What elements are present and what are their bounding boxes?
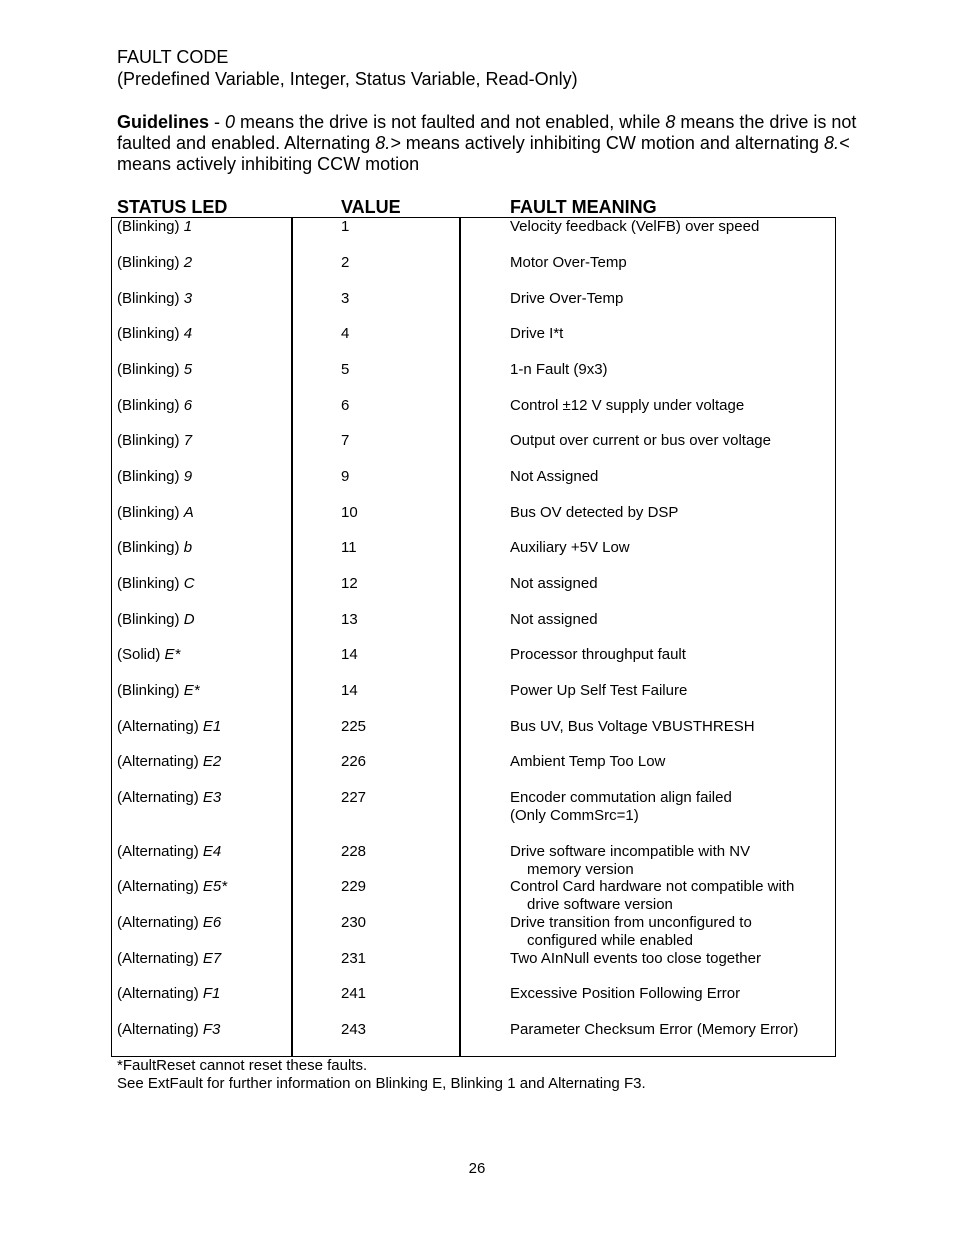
value-cell: 14 <box>341 682 358 699</box>
status-led-code: D <box>183 611 195 628</box>
fault-meaning-text: Output over current or bus over voltage <box>510 432 771 449</box>
fault-meaning-cell <box>510 950 830 968</box>
status-led-code: A <box>183 504 194 521</box>
fault-meaning-text: Encoder commutation align failed <box>510 789 732 806</box>
fault-meaning-cell <box>510 361 830 379</box>
status-led-mode: (Blinking) <box>117 539 184 556</box>
status-led-cell <box>117 843 221 861</box>
fault-meaning-cell <box>510 611 830 629</box>
status-led-code: F3 <box>202 1021 221 1038</box>
footnote <box>117 1057 646 1093</box>
fault-meaning-text: Excessive Position Following Error <box>510 985 741 1002</box>
fault-meaning-cell <box>510 504 830 522</box>
status-led-cell <box>117 1021 220 1039</box>
status-led-code: 6 <box>183 397 193 414</box>
guidelines-text: means the drive is not faulted and enabled. Alternating <box>117 112 857 153</box>
guidelines-italic: 0 <box>225 112 236 132</box>
fault-meaning-text: Processor throughput fault <box>510 646 686 663</box>
fault-meaning-text: Not Assigned <box>510 468 599 485</box>
status-led-cell <box>117 325 192 343</box>
guidelines-paragraph <box>117 112 892 175</box>
value-cell: 3 <box>341 290 350 307</box>
document-title <box>117 46 578 90</box>
value-cell: 226 <box>341 753 367 770</box>
fault-meaning-text: Ambient Temp Too Low <box>510 753 666 770</box>
status-led-cell <box>117 914 221 932</box>
fault-meaning-cell <box>510 575 830 593</box>
status-led-mode: (Blinking) <box>117 397 184 414</box>
value-cell: 12 <box>341 575 358 592</box>
status-led-code: E* <box>164 646 181 663</box>
status-led-code: E4 <box>202 843 222 860</box>
guidelines-italic: 8 <box>665 112 676 132</box>
status-led-mode: (Blinking) <box>117 468 184 485</box>
status-led-mode: (Alternating) <box>117 914 203 931</box>
value-cell: 4 <box>341 325 350 342</box>
fault-meaning-text: Not assigned <box>510 575 598 592</box>
fault-meaning-text: Drive I*t <box>510 325 564 342</box>
fault-meaning-cell <box>510 682 830 700</box>
fault-meaning-cell <box>510 843 830 879</box>
status-led-code: 9 <box>183 468 193 485</box>
fault-meaning-cell <box>510 290 830 308</box>
fault-meaning-cell <box>510 397 830 415</box>
value-cell: 11 <box>341 539 357 556</box>
value-cell: 225 <box>341 718 367 735</box>
status-led-code: 1 <box>183 218 193 235</box>
status-led-cell <box>117 575 195 593</box>
fault-meaning-cell <box>510 218 830 236</box>
status-led-mode: (Alternating) <box>117 950 203 967</box>
fault-meaning-cell <box>510 789 830 825</box>
fault-meaning-cell <box>510 254 830 272</box>
status-led-cell <box>117 361 192 379</box>
status-led-cell <box>117 985 220 1003</box>
column-divider <box>291 217 293 1057</box>
fault-meaning-text: Parameter Checksum Error (Memory Error) <box>510 1021 799 1038</box>
fault-meaning-text: Auxiliary +5V Low <box>510 539 630 556</box>
footnote-line: See ExtFault for further information on Blinking E, Blinking 1 and Alternating F3. <box>117 1075 646 1092</box>
status-led-mode: (Alternating) <box>117 1021 203 1038</box>
value-cell: 1 <box>341 218 350 235</box>
status-led-code: E2 <box>202 753 222 770</box>
value-cell: 229 <box>341 878 367 895</box>
fault-meaning-cell <box>510 914 830 950</box>
fault-meaning-cell <box>510 878 830 914</box>
status-led-mode: (Blinking) <box>117 611 184 628</box>
status-led-mode: (Blinking) <box>117 682 184 699</box>
value-cell: 228 <box>341 843 367 860</box>
fault-meaning-text: Bus UV, Bus Voltage VBUSTHRESH <box>510 718 755 735</box>
status-led-code: 5 <box>183 361 193 378</box>
status-led-code: E* <box>183 682 200 699</box>
status-led-cell <box>117 950 221 968</box>
status-led-cell <box>117 397 192 415</box>
guidelines-text: means the drive is not faulted and not enabled, while <box>235 112 666 132</box>
fault-meaning-continuation: configured while enabled <box>527 932 693 949</box>
fault-meaning-continuation: drive software version <box>527 896 673 913</box>
fault-meaning-cell <box>510 753 830 771</box>
footnote-line: *FaultReset cannot reset these faults. <box>117 1057 368 1074</box>
status-led-code: 4 <box>183 325 193 342</box>
guidelines-italic: 8.> <box>375 133 401 153</box>
value-cell: 13 <box>341 611 358 628</box>
fault-meaning-text: Drive Over-Temp <box>510 290 624 307</box>
fault-meaning-text: Bus OV detected by DSP <box>510 504 679 521</box>
fault-meaning-continuation: (Only CommSrc=1) <box>510 807 639 824</box>
value-cell: 243 <box>341 1021 367 1038</box>
status-led-mode: (Blinking) <box>117 218 184 235</box>
status-led-code: E1 <box>202 718 222 735</box>
status-led-cell <box>117 290 192 308</box>
status-led-cell <box>117 254 192 272</box>
fault-meaning-cell <box>510 539 830 557</box>
value-cell: 2 <box>341 254 350 271</box>
status-led-cell <box>117 468 192 486</box>
value-cell: 6 <box>341 397 350 414</box>
fault-meaning-text: Not assigned <box>510 611 598 628</box>
fault-meaning-text: Velocity feedback (VelFB) over speed <box>510 218 760 235</box>
fault-meaning-text: Control ±12 V supply under voltage <box>510 397 745 414</box>
status-led-code: 2 <box>183 254 193 271</box>
value-cell: 231 <box>341 950 367 967</box>
fault-meaning-text: Drive transition from unconfigured to <box>510 914 752 931</box>
status-led-cell <box>117 432 192 450</box>
status-led-cell <box>117 504 194 522</box>
column-divider <box>459 217 461 1057</box>
status-led-code: b <box>183 539 193 556</box>
status-led-code: E5* <box>202 878 228 895</box>
guidelines-text: means actively inhibiting CW motion and alternating <box>400 133 824 153</box>
fault-meaning-cell <box>510 1021 830 1039</box>
fault-meaning-cell <box>510 718 830 736</box>
value-cell: 230 <box>341 914 367 931</box>
header-fault-meaning: FAULT MEANING <box>510 197 657 217</box>
header-status-led: STATUS LED <box>117 197 228 217</box>
status-led-mode: (Blinking) <box>117 290 184 307</box>
status-led-mode: (Solid) <box>117 646 165 663</box>
fault-meaning-text: Power Up Self Test Failure <box>510 682 688 699</box>
title-subtitle: (Predefined Variable, Integer, Status Variable, Read-Only) <box>117 69 578 89</box>
status-led-mode: (Blinking) <box>117 254 184 271</box>
status-led-mode: (Alternating) <box>117 753 203 770</box>
fault-meaning-text: Control Card hardware not compatible with <box>510 878 795 895</box>
fault-meaning-cell <box>510 985 830 1003</box>
value-cell: 5 <box>341 361 350 378</box>
status-led-cell <box>117 718 221 736</box>
status-led-cell <box>117 682 200 700</box>
status-led-mode: (Alternating) <box>117 718 203 735</box>
status-led-cell <box>117 218 192 236</box>
status-led-cell <box>117 611 195 629</box>
value-cell: 227 <box>341 789 367 806</box>
value-cell: 10 <box>341 504 358 521</box>
fault-meaning-text: Motor Over-Temp <box>510 254 627 271</box>
status-led-mode: (Alternating) <box>117 789 203 806</box>
status-led-cell <box>117 646 180 664</box>
status-led-cell <box>117 539 192 557</box>
guidelines-text: - <box>209 112 226 132</box>
value-cell: 9 <box>341 468 350 485</box>
status-led-mode: (Alternating) <box>117 843 203 860</box>
status-led-code: 7 <box>183 432 193 449</box>
value-cell: 7 <box>341 432 350 449</box>
status-led-cell <box>117 878 227 896</box>
fault-meaning-text: Drive software incompatible with NV <box>510 843 751 860</box>
status-led-cell <box>117 753 221 771</box>
status-led-cell <box>117 789 221 807</box>
header-value: VALUE <box>341 197 401 217</box>
status-led-mode: (Alternating) <box>117 985 203 1002</box>
status-led-mode: (Blinking) <box>117 504 184 521</box>
title-line: FAULT CODE <box>117 47 229 67</box>
fault-meaning-text: 1-n Fault (9x3) <box>510 361 608 378</box>
status-led-mode: (Blinking) <box>117 361 184 378</box>
guidelines-text: means actively inhibiting CCW motion <box>117 154 420 174</box>
status-led-mode: (Blinking) <box>117 325 184 342</box>
status-led-mode: (Blinking) <box>117 575 184 592</box>
value-cell: 241 <box>341 985 367 1002</box>
status-led-mode: (Alternating) <box>117 878 203 895</box>
status-led-code: E7 <box>202 950 222 967</box>
fault-meaning-continuation: memory version <box>527 861 634 878</box>
fault-meaning-cell <box>510 468 830 486</box>
status-led-code: 3 <box>183 290 193 307</box>
status-led-code: F1 <box>202 985 221 1002</box>
value-cell: 14 <box>341 646 358 663</box>
fault-meaning-cell <box>510 325 830 343</box>
status-led-mode: (Blinking) <box>117 432 184 449</box>
fault-meaning-text: Two AInNull events too close together <box>510 950 761 967</box>
guidelines-italic: 8.< <box>823 133 850 153</box>
fault-meaning-cell <box>510 432 830 450</box>
guidelines-label: Guidelines <box>117 112 210 132</box>
status-led-code: E3 <box>202 789 222 806</box>
page-number: 26 <box>468 1160 486 1177</box>
status-led-code: C <box>183 575 195 592</box>
status-led-code: E6 <box>202 914 222 931</box>
fault-meaning-cell <box>510 646 830 664</box>
